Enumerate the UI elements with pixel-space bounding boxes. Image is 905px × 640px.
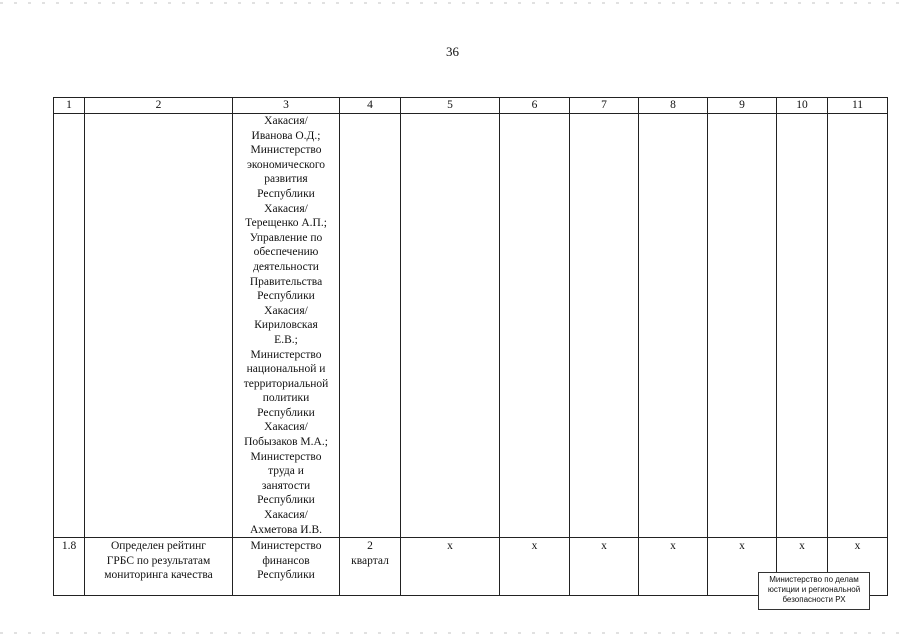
term-line: 2 (367, 540, 373, 553)
responsible-line: Республики (257, 187, 315, 200)
responsible-line: Хакасия/ (264, 202, 308, 215)
responsible-line: Министерство (250, 348, 322, 361)
responsible-line: Иванова О.Д.; (251, 129, 321, 142)
value-cell: x (401, 538, 500, 596)
value-cell: x (500, 538, 570, 596)
header-cell: 4 (340, 98, 401, 114)
responsible-line: Республики (257, 290, 315, 303)
table-cell (340, 114, 401, 538)
header-cell: 1 (54, 98, 85, 114)
header-cell: 11 (828, 98, 888, 114)
header-cell: 5 (401, 98, 500, 114)
table-cell (401, 114, 500, 538)
registration-stamp (758, 572, 870, 610)
description-line: Определен рейтинг (110, 540, 207, 553)
responsible-line: деятельности (253, 260, 319, 273)
responsible-line: обеспечению (253, 246, 319, 259)
responsible-line: экономического (246, 158, 326, 171)
responsible-line: Правительства (249, 275, 323, 288)
stamp-line: безопасности РХ (782, 595, 846, 604)
responsible-line: развития (264, 173, 308, 186)
table-cell (85, 114, 233, 538)
responsible-line: Министерство (250, 450, 322, 463)
value-cell: x (570, 538, 639, 596)
table-header-row (54, 98, 888, 114)
value-cell: x (828, 538, 888, 596)
table-row (54, 114, 888, 538)
header-cell: 7 (570, 98, 639, 114)
responsible-line: Министерство (250, 540, 322, 553)
responsible-line: Терещенко А.П.; (245, 217, 327, 230)
table-cell (708, 114, 777, 538)
header-cell: 3 (233, 98, 340, 114)
responsible-line: Хакасия/ (264, 421, 308, 434)
scan-edge-bottom (0, 632, 905, 634)
responsible-line: Республики (257, 569, 315, 582)
header-cell: 8 (639, 98, 708, 114)
table-cell (570, 114, 639, 538)
responsible-line: Побызаков М.А.; (244, 436, 328, 449)
responsible-line: Хакасия/ (264, 509, 308, 522)
responsible-line: Министерство (250, 144, 322, 157)
table-cell (500, 114, 570, 538)
page-number: 36 (446, 44, 459, 59)
value-cell: x (639, 538, 708, 596)
responsible-cell (233, 114, 340, 538)
responsible-line: занятости (261, 479, 311, 492)
table-cell (828, 114, 888, 538)
activity-description (85, 538, 233, 596)
term-line: квартал (351, 554, 389, 567)
responsible-line: политики (262, 392, 310, 405)
value-cell: x (708, 538, 777, 596)
description-line: ГРБС по результатам (106, 554, 211, 567)
responsible-line: Республики (257, 494, 315, 507)
responsible-line: Хакасия/ (264, 115, 308, 127)
plan-table (53, 97, 888, 596)
responsible-line: Е.В.; (274, 333, 298, 346)
row-number: 1.8 (54, 538, 85, 596)
responsible-line: труда и (268, 465, 304, 478)
responsible-line: территориальной (243, 377, 329, 390)
responsible-line: Хакасия/ (264, 304, 308, 317)
stamp-line: Министерство по делам (769, 575, 859, 584)
header-cell: 2 (85, 98, 233, 114)
stamp-line: юстиции и региональной (767, 585, 861, 594)
term-cell (340, 538, 401, 596)
responsible-line: Кириловская (254, 319, 318, 332)
responsible-line: Ахметова И.В. (249, 523, 323, 536)
responsible-line: Республики (257, 406, 315, 419)
description-line: мониторинга качества (104, 569, 213, 582)
value-cell: x (777, 538, 828, 596)
scan-edge-top (0, 2, 905, 4)
table-cell (639, 114, 708, 538)
header-cell: 9 (708, 98, 777, 114)
table-cell (777, 114, 828, 538)
responsible-cell (233, 538, 340, 596)
responsible-line: национальной и (246, 363, 326, 376)
header-cell: 10 (777, 98, 828, 114)
responsible-line: финансов (262, 554, 310, 567)
responsible-line: Управление по (249, 231, 323, 244)
table-cell (54, 114, 85, 538)
header-cell: 6 (500, 98, 570, 114)
